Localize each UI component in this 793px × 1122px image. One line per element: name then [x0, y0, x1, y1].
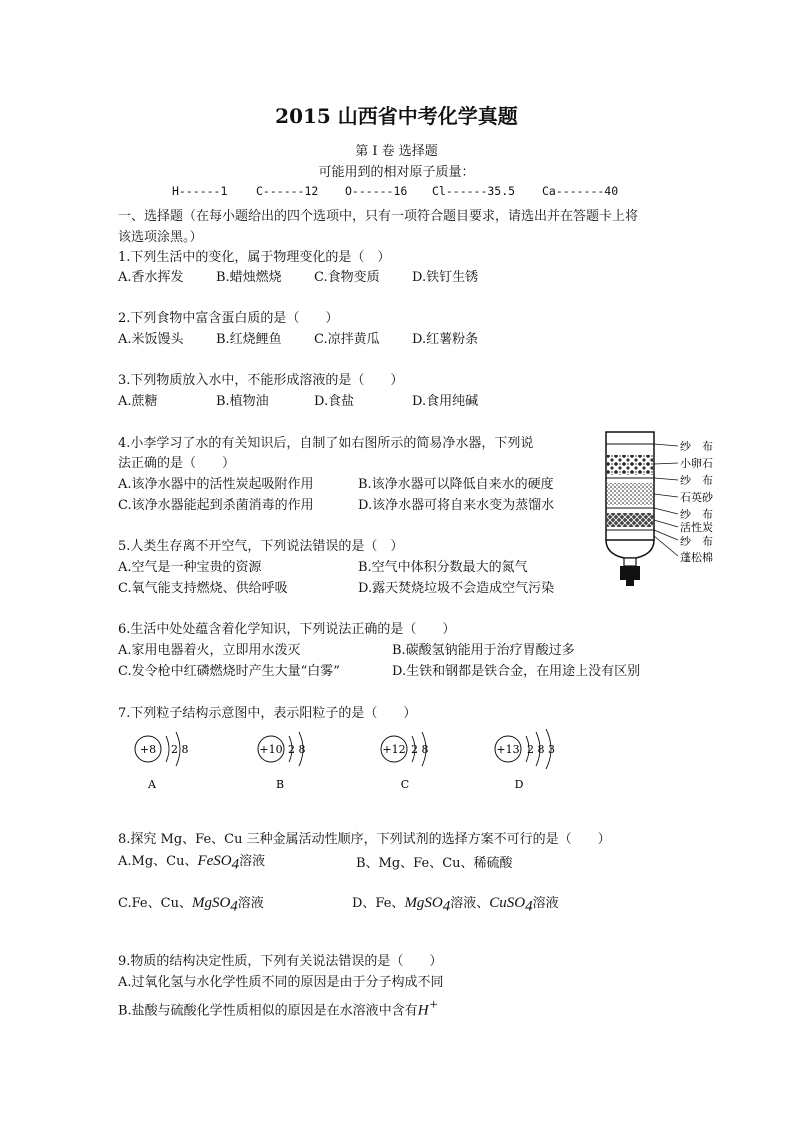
atomic-mass-o: O------16 — [345, 184, 408, 198]
particle-d-label: D — [514, 778, 524, 791]
part-heading: 第 I 卷 选择题 — [355, 144, 438, 159]
particle-d — [495, 729, 555, 791]
q5-stem: 5.人类生存离不开空气，下列说法错误的是（ ） — [118, 539, 404, 554]
particle-diagrams — [120, 728, 600, 798]
particle-b-shells: 2 8 — [288, 743, 306, 756]
q8-option-a: A.Mg、Cu、FeSO$_4$溶液 — [118, 853, 266, 873]
q8-option-b: B、Mg、Fe、Cu、稀硫酸 — [356, 856, 513, 871]
particle-d-nucleus: +13 — [496, 743, 520, 756]
q5-option-b: B.空气中体积分数最大的氮气 — [358, 560, 528, 575]
figure-label-gauze-1: 纱 布 — [680, 440, 713, 453]
particle-c-shells: 2 8 — [411, 743, 429, 756]
q3-stem: 3.下列物质放入水中，不能形成溶液的是（ ） — [118, 373, 404, 388]
q4-stem-line1: 4.小李学习了水的有关知识后，自制了如右图所示的简易净水器，下列说 — [118, 436, 534, 451]
atomic-mass-ca: Ca-------40 — [542, 184, 619, 198]
atomic-mass-c: C------12 — [256, 184, 319, 198]
particle-a-shells: 2 8 — [171, 743, 189, 756]
q3-option-b: B.植物油 — [216, 394, 269, 409]
q5-option-d: D.露天焚烧垃圾不会造成空气污染 — [358, 581, 555, 596]
q2-stem: 2.下列食物中富含蛋白质的是（ ） — [118, 311, 339, 326]
figure-label-quartz-sand: 石英砂 — [680, 491, 713, 504]
q6-option-c: C.发令枪中红磷燃烧时产生大量“白雾” — [118, 664, 340, 679]
q4-option-b: B.该净水器可以降低自来水的硬度 — [358, 477, 554, 492]
q6-stem: 6.生活中处处蕴含着化学知识，下列说法正确的是（ ） — [118, 622, 456, 637]
q1-option-d: D.铁钉生锈 — [412, 270, 479, 285]
q6-option-a: A.家用电器着火，立即用水泼灭 — [118, 643, 301, 658]
particle-c — [381, 732, 429, 791]
q7-stem: 7.下列粒子结构示意图中，表示阳粒子的是（ ） — [118, 706, 417, 721]
q2-option-b: B.红烧鲤鱼 — [216, 332, 282, 347]
particle-a-nucleus: +8 — [139, 743, 157, 756]
q9-option-b: B.盐酸与硫酸化学性质相似的原因是在水溶液中含有H+ — [118, 997, 439, 1019]
section-intro-line1: 一、选择题（在每小题给出的四个选项中，只有一项符合题目要求，请选出并在答题卡上将 — [118, 209, 639, 224]
figure-label-gauze-3: 纱 布 — [680, 508, 713, 521]
q1-option-b: B.蜡烛燃烧 — [216, 270, 282, 285]
q6-option-d: D.生铁和钢都是铁合金，在用途上没有区别 — [392, 664, 641, 679]
q2-option-c: C.凉拌黄瓜 — [314, 332, 380, 347]
q4-option-c: C.该净水器能起到杀菌消毒的作用 — [118, 498, 314, 513]
q4-option-d: D.该净水器可将自来水变为蒸馏水 — [358, 498, 555, 513]
section-intro-line2: 该选项涂黑。） — [118, 230, 203, 245]
pebble-layer — [607, 455, 653, 475]
figure-label-activated-carbon: 活性炭 — [680, 521, 713, 534]
q8-option-c: C.Fe、Cu、MgSO$_4$溶液 — [118, 895, 264, 915]
particle-b-label: B — [275, 778, 285, 791]
particle-b — [258, 732, 306, 791]
figure-label-cotton: 蓬松棉 — [680, 551, 713, 564]
q1-option-c: C.食物变质 — [314, 270, 380, 285]
purifier-outlet — [620, 566, 640, 580]
particle-a-label: A — [148, 778, 156, 791]
atomic-mass-h: H------1 — [172, 184, 228, 198]
figure-label-pebbles: 小卵石 — [680, 457, 713, 470]
particle-d-shells: 2 8 3 — [527, 743, 555, 756]
q3-option-d: D.食用纯碱 — [412, 394, 479, 409]
q9-stem: 9.物质的结构决定性质，下列有关说法错误的是（ ） — [118, 954, 443, 969]
q2-option-d: D.红薯粉条 — [412, 332, 479, 347]
q1-stem: 1.下列生活中的变化，属于物理变化的是（ ） — [118, 250, 391, 265]
figure-label-gauze-4: 纱 布 — [680, 535, 713, 548]
q6-option-b: B.碳酸氢钠能用于治疗胃酸过多 — [392, 643, 575, 658]
q8-stem: 8.探究 Mg、Fe、Cu 三种金属活动性顺序，下列试剂的选择方案不可行的是（ ） — [118, 832, 611, 847]
q4-stem-line2: 法正确的是（ ） — [118, 456, 236, 471]
figure-label-gauze-2: 纱 布 — [680, 474, 713, 487]
q3-option-c: D.食盐 — [314, 394, 355, 409]
q5-option-a: A.空气是一种宝贵的资源 — [118, 560, 262, 575]
atomic-mass-cl: Cl------35.5 — [432, 184, 516, 198]
water-purifier-figure — [598, 430, 770, 600]
particle-b-nucleus: +10 — [259, 743, 283, 756]
q3-option-a: A.蔗糖 — [118, 394, 158, 409]
q1-option-a: A.香水挥发 — [118, 270, 184, 285]
particle-c-label: C — [400, 778, 410, 791]
q9-option-a: A.过氧化氢与水化学性质不同的原因是由于分子构成不同 — [118, 975, 444, 990]
page-title: 2015 山西省中考化学真题 — [275, 104, 518, 128]
atomic-mass-title: 可能用到的相对原子质量： — [318, 165, 475, 180]
particle-c-nucleus: +12 — [382, 743, 406, 756]
activated-carbon-layer — [607, 513, 653, 527]
particle-a — [135, 732, 189, 791]
q5-option-c: C.氧气能支持燃烧、供给呼吸 — [118, 581, 288, 596]
q4-option-a: A.该净水器中的活性炭起吸附作用 — [118, 477, 314, 492]
quartz-sand-layer — [607, 483, 653, 505]
q8-option-d: D、Fe、MgSO$_4$溶液、CuSO$_4$溶液 — [352, 895, 559, 915]
q2-option-a: A.米饭馒头 — [118, 332, 184, 347]
